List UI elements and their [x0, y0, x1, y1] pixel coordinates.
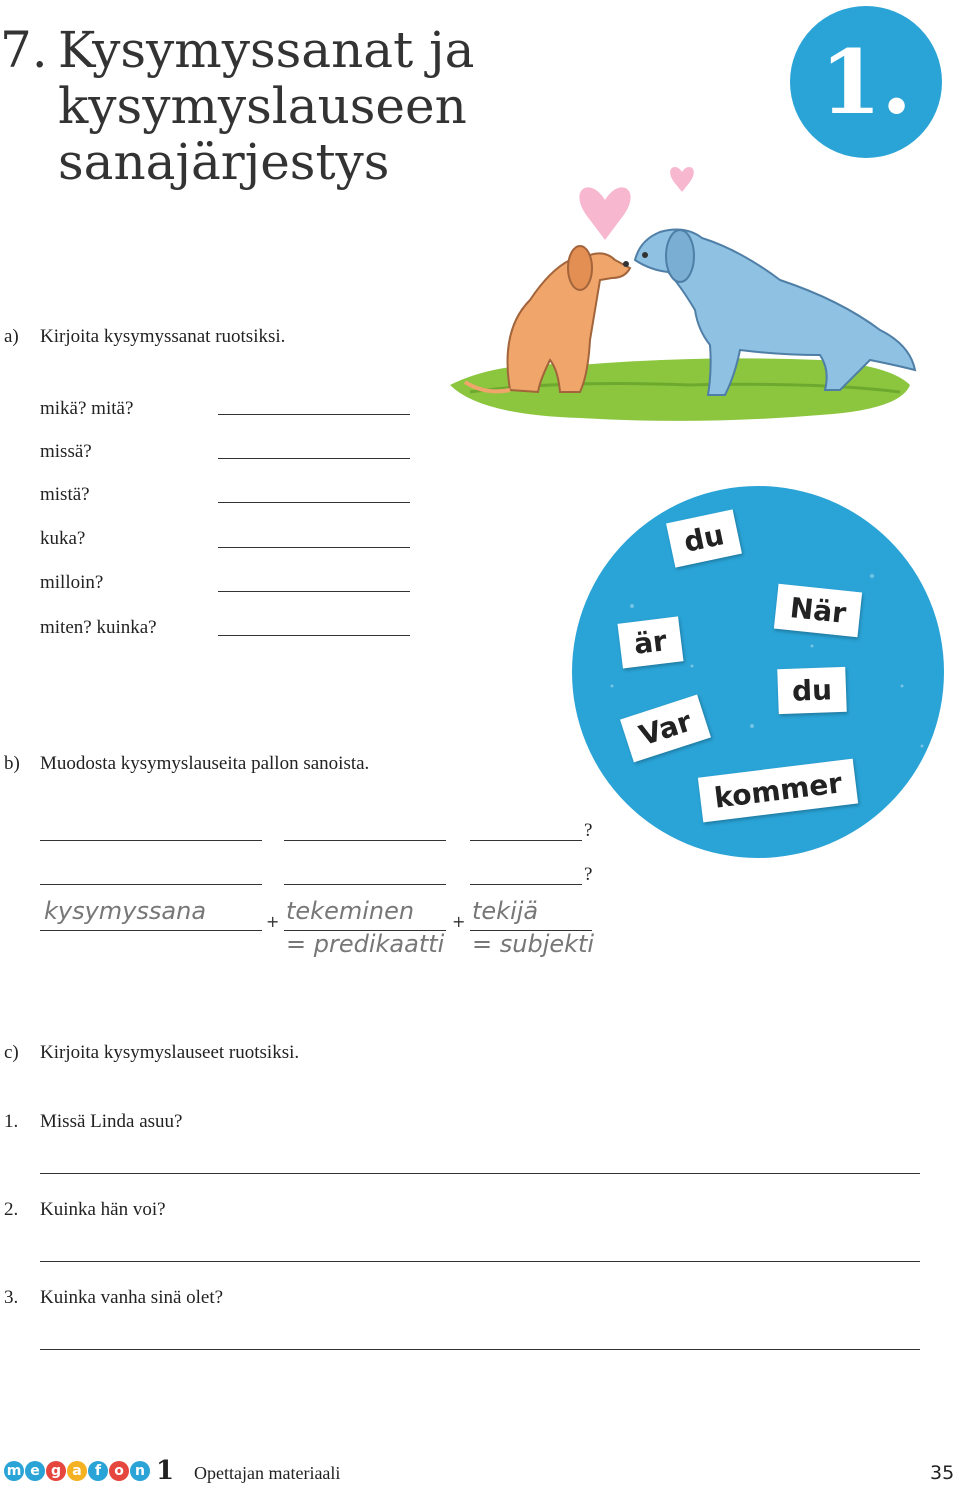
word-item-1: mikä? mitä? [40, 398, 134, 419]
translation-line-3[interactable] [40, 1349, 920, 1350]
sentence-text-1: Missä Linda asuu? [40, 1111, 183, 1132]
logo-letter: n [130, 1461, 150, 1481]
section-c-heading [0, 1042, 560, 1066]
sentence-text-2: Kuinka hän voi? [40, 1199, 166, 1220]
plus-sign-1: + [266, 912, 280, 931]
section-c-label: c) [4, 1042, 19, 1063]
sentence-number-3: 3. [4, 1287, 19, 1308]
word-item-5: milloin? [40, 572, 104, 593]
label-predikaatti: = predikaatti [286, 930, 445, 958]
sentence-number-2: 2. [4, 1199, 19, 1220]
logo-letter: e [25, 1461, 45, 1481]
translation-line-1[interactable] [40, 1173, 920, 1174]
word-item-6: miten? kuinka? [40, 617, 157, 638]
plus-sign-2: + [452, 912, 466, 931]
label-tekeminen: tekeminen [286, 897, 415, 925]
translation-line-2[interactable] [40, 1261, 920, 1262]
answer-line-5[interactable] [218, 591, 410, 592]
word-card-kommer[interactable]: kommer [698, 759, 859, 823]
heart-icon-small [670, 167, 694, 192]
footer-text: Opettajan materiaali [194, 1463, 341, 1483]
logo-letter: m [4, 1461, 24, 1481]
sentence-2-qmark: ? [584, 864, 593, 885]
dogs-illustration [440, 160, 940, 430]
word-item-2: missä? [40, 441, 92, 462]
logo-letter: a [67, 1461, 87, 1481]
sentence-item-1 [0, 1111, 500, 1135]
word-card-ar[interactable]: är [617, 616, 683, 668]
word-card-nar[interactable]: När [774, 584, 862, 638]
logo-letter: f [88, 1461, 108, 1481]
sentence-2-blank-1[interactable] [40, 884, 262, 885]
word-item-4: kuka? [40, 528, 86, 549]
answer-line-2[interactable] [218, 458, 410, 459]
section-a-label: a) [4, 326, 19, 347]
label-kysymyssana: kysymyssana [44, 897, 207, 925]
title-number: 7. [0, 21, 48, 79]
word-card-du-1[interactable]: du [666, 509, 742, 567]
section-c-instruction: Kirjoita kysymyslauseet ruotsiksi. [40, 1042, 300, 1063]
title-line-2: kysymyslauseen [58, 77, 467, 135]
sentence-1-qmark: ? [584, 820, 593, 841]
section-b-label: b) [4, 753, 20, 774]
sentence-1-blank-1[interactable] [40, 840, 262, 841]
logo-letter: o [109, 1461, 129, 1481]
answer-line-4[interactable] [218, 547, 410, 548]
word-item-3: mistä? [40, 484, 90, 505]
sentence-text-3: Kuinka vanha sinä olet? [40, 1287, 224, 1308]
heart-icon [579, 187, 630, 240]
section-b-instruction: Muodosta kysymyslauseita pallon sanoista. [40, 753, 370, 774]
sentence-1-blank-2[interactable] [284, 840, 446, 841]
logo-suffix: 1 [156, 1456, 175, 1486]
chapter-badge: 1. [790, 6, 942, 158]
answer-line-6[interactable] [218, 635, 410, 636]
sentence-item-3 [0, 1287, 500, 1311]
word-card-du-2[interactable]: du [777, 667, 847, 714]
sentence-2-blank-3[interactable] [470, 884, 582, 885]
sentence-2-blank-2[interactable] [284, 884, 446, 885]
page-number: 35 [930, 1462, 955, 1484]
answer-line-3[interactable] [218, 502, 410, 503]
section-a-heading [0, 326, 600, 350]
megafon-logo [4, 1456, 174, 1486]
sentence-item-2 [0, 1199, 500, 1223]
section-a-instruction: Kirjoita kysymyssanat ruotsiksi. [40, 326, 286, 347]
word-card-var[interactable]: Var [620, 695, 711, 763]
answer-line-1[interactable] [218, 414, 410, 415]
logo-letter: g [46, 1461, 66, 1481]
sentence-number-1: 1. [4, 1111, 19, 1132]
label-tekija: tekijä [472, 897, 539, 925]
section-b-heading [0, 753, 560, 777]
sentence-1-blank-3[interactable] [470, 840, 582, 841]
sentence-3-blank-1[interactable] [40, 930, 262, 931]
label-subjekti: = subjekti [472, 930, 595, 958]
title-line-3: sanajärjestys [58, 133, 390, 191]
title-line-1: Kysymyssanat ja [58, 21, 475, 79]
